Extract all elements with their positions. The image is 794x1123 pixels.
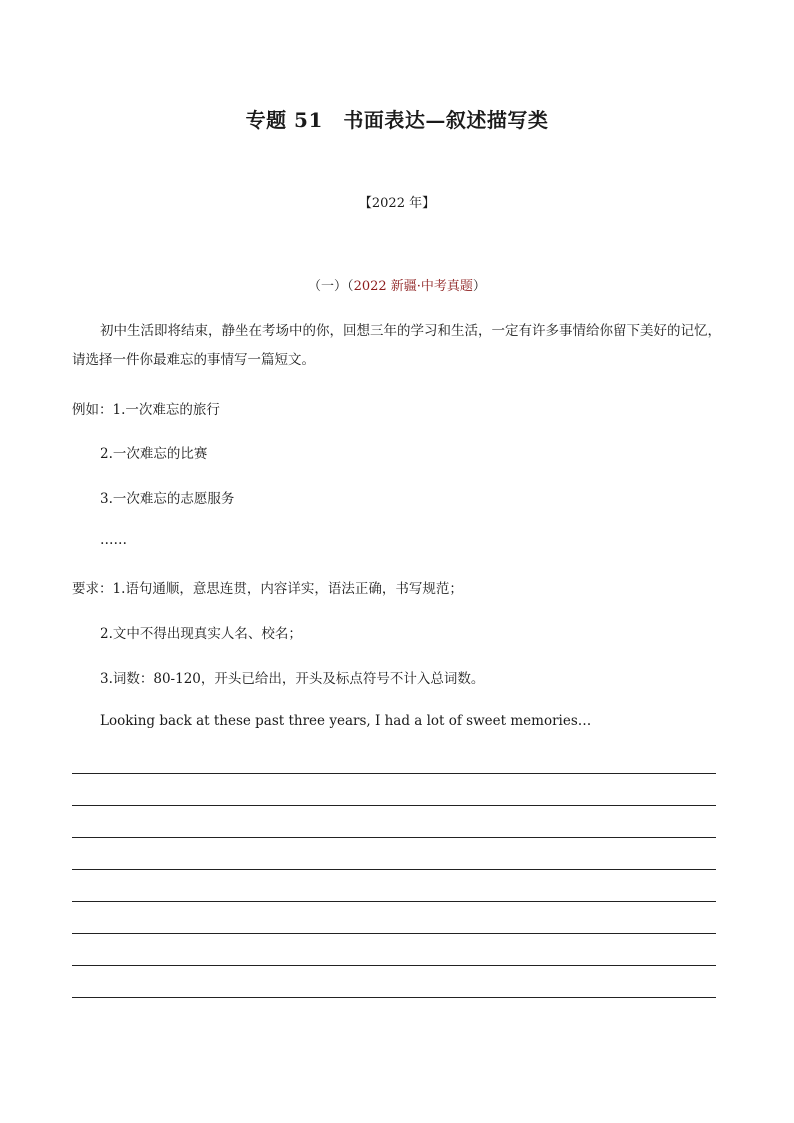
- writing-line: [72, 837, 716, 838]
- prompt-intro: 初中生活即将结束，静坐在考场中的你，回想三年的学习和生活，一定有许多事情给你留下美好的记忆，请选择一件你最难忘的事情写一篇短文。: [72, 323, 721, 368]
- subsection-heading: [0, 275, 794, 294]
- writing-line: [72, 869, 716, 870]
- writing-line: [72, 965, 716, 966]
- writing-line: [72, 997, 716, 998]
- writing-line: [72, 933, 716, 934]
- writing-line: [72, 773, 716, 774]
- writing-line: [72, 901, 716, 902]
- example-item: 3.一次难忘的志愿服务: [100, 491, 235, 507]
- requirements-lead: 要求：1.语句通顺，意思连贯，内容详实，语法正确，书写规范；: [72, 581, 463, 597]
- requirement-item: 2.文中不得出现真实人名、校名；: [100, 626, 302, 642]
- subsection-prefix: （一）（: [308, 279, 354, 294]
- requirement-item: 3.词数：80-120，开头已给出，开头及标点符号不计入总词数。: [100, 671, 485, 687]
- example-item: 2.一次难忘的比赛: [100, 446, 208, 462]
- writing-line: [72, 805, 716, 806]
- example-item: ……: [100, 532, 127, 548]
- year-heading: 【2022 年】: [358, 196, 436, 211]
- subsection-source: 2022 新疆·中考真题: [353, 279, 473, 294]
- subsection-suffix: ）: [472, 279, 486, 294]
- opening-sentence: Looking back at these past three years, I had a lot of sweet memories…: [100, 713, 592, 729]
- examples-lead: 例如：1.一次难忘的旅行: [72, 402, 220, 418]
- page-title: 专题 51 书面表达—叙述描写类: [245, 108, 549, 132]
